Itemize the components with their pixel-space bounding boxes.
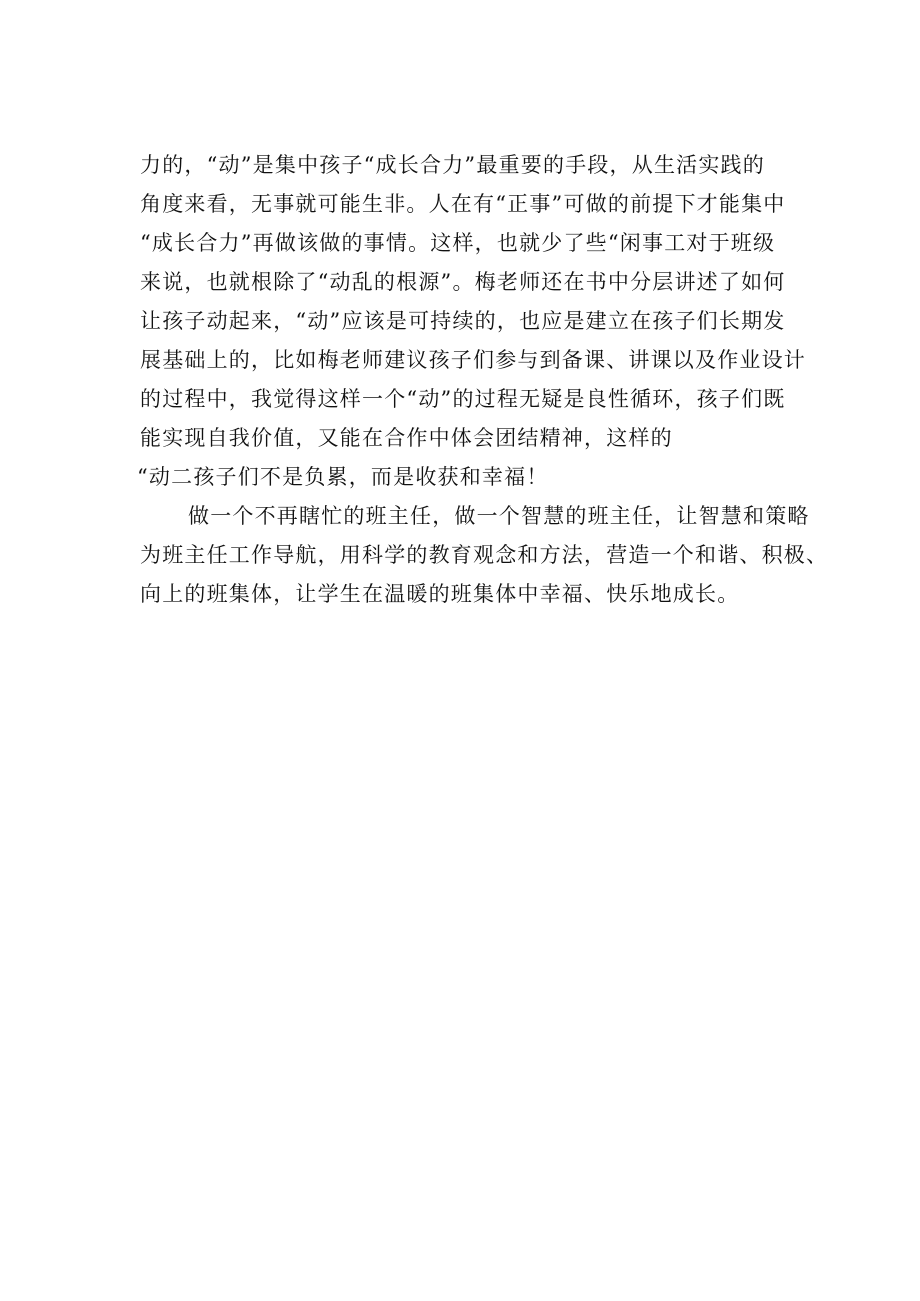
paragraph-2 <box>140 497 829 614</box>
text-line: 展基础上的，比如梅老师建议孩子们参与到备课、讲课以及作业设计 <box>140 348 806 372</box>
text-line: 为班主任工作导航，用科学的教育观念和方法，营造一个和谐、积极、 <box>140 543 829 567</box>
text-line: 向上的班集体，让学生在温暖的班集体中幸福、快乐地成长。 <box>140 582 740 606</box>
paragraph-1 <box>137 146 806 497</box>
text-line: “动二孩子们不是负累，而是收获和幸福！ <box>137 465 549 489</box>
document-body <box>137 146 829 614</box>
text-line: 角度来看，无事就可能生非。人在有“正事”可做的前提下才能集中 <box>140 192 786 216</box>
text-line: 做一个不再瞎忙的班主任，做一个智慧的班主任，让智慧和策略 <box>188 504 810 528</box>
text-line: 能实现自我价值，又能在合作中体会团结精神，这样的 <box>140 426 673 450</box>
text-line: 来说，也就根除了“动乱的根源”。梅老师还在书中分层讲述了如何 <box>140 270 786 294</box>
text-line: 的过程中，我觉得这样一个“动”的过程无疑是良性循环，孩子们既 <box>140 387 786 411</box>
text-line: “成长合力”再做该做的事情。这样，也就少了些“闲事工对于班级 <box>140 231 776 255</box>
text-line: 力的，“动”是集中孩子“成长合力”最重要的手段，从生活实践的 <box>140 153 765 177</box>
text-line: 让孩子动起来，“动”应该是可持续的，也应是建立在孩子们长期发 <box>140 309 786 333</box>
